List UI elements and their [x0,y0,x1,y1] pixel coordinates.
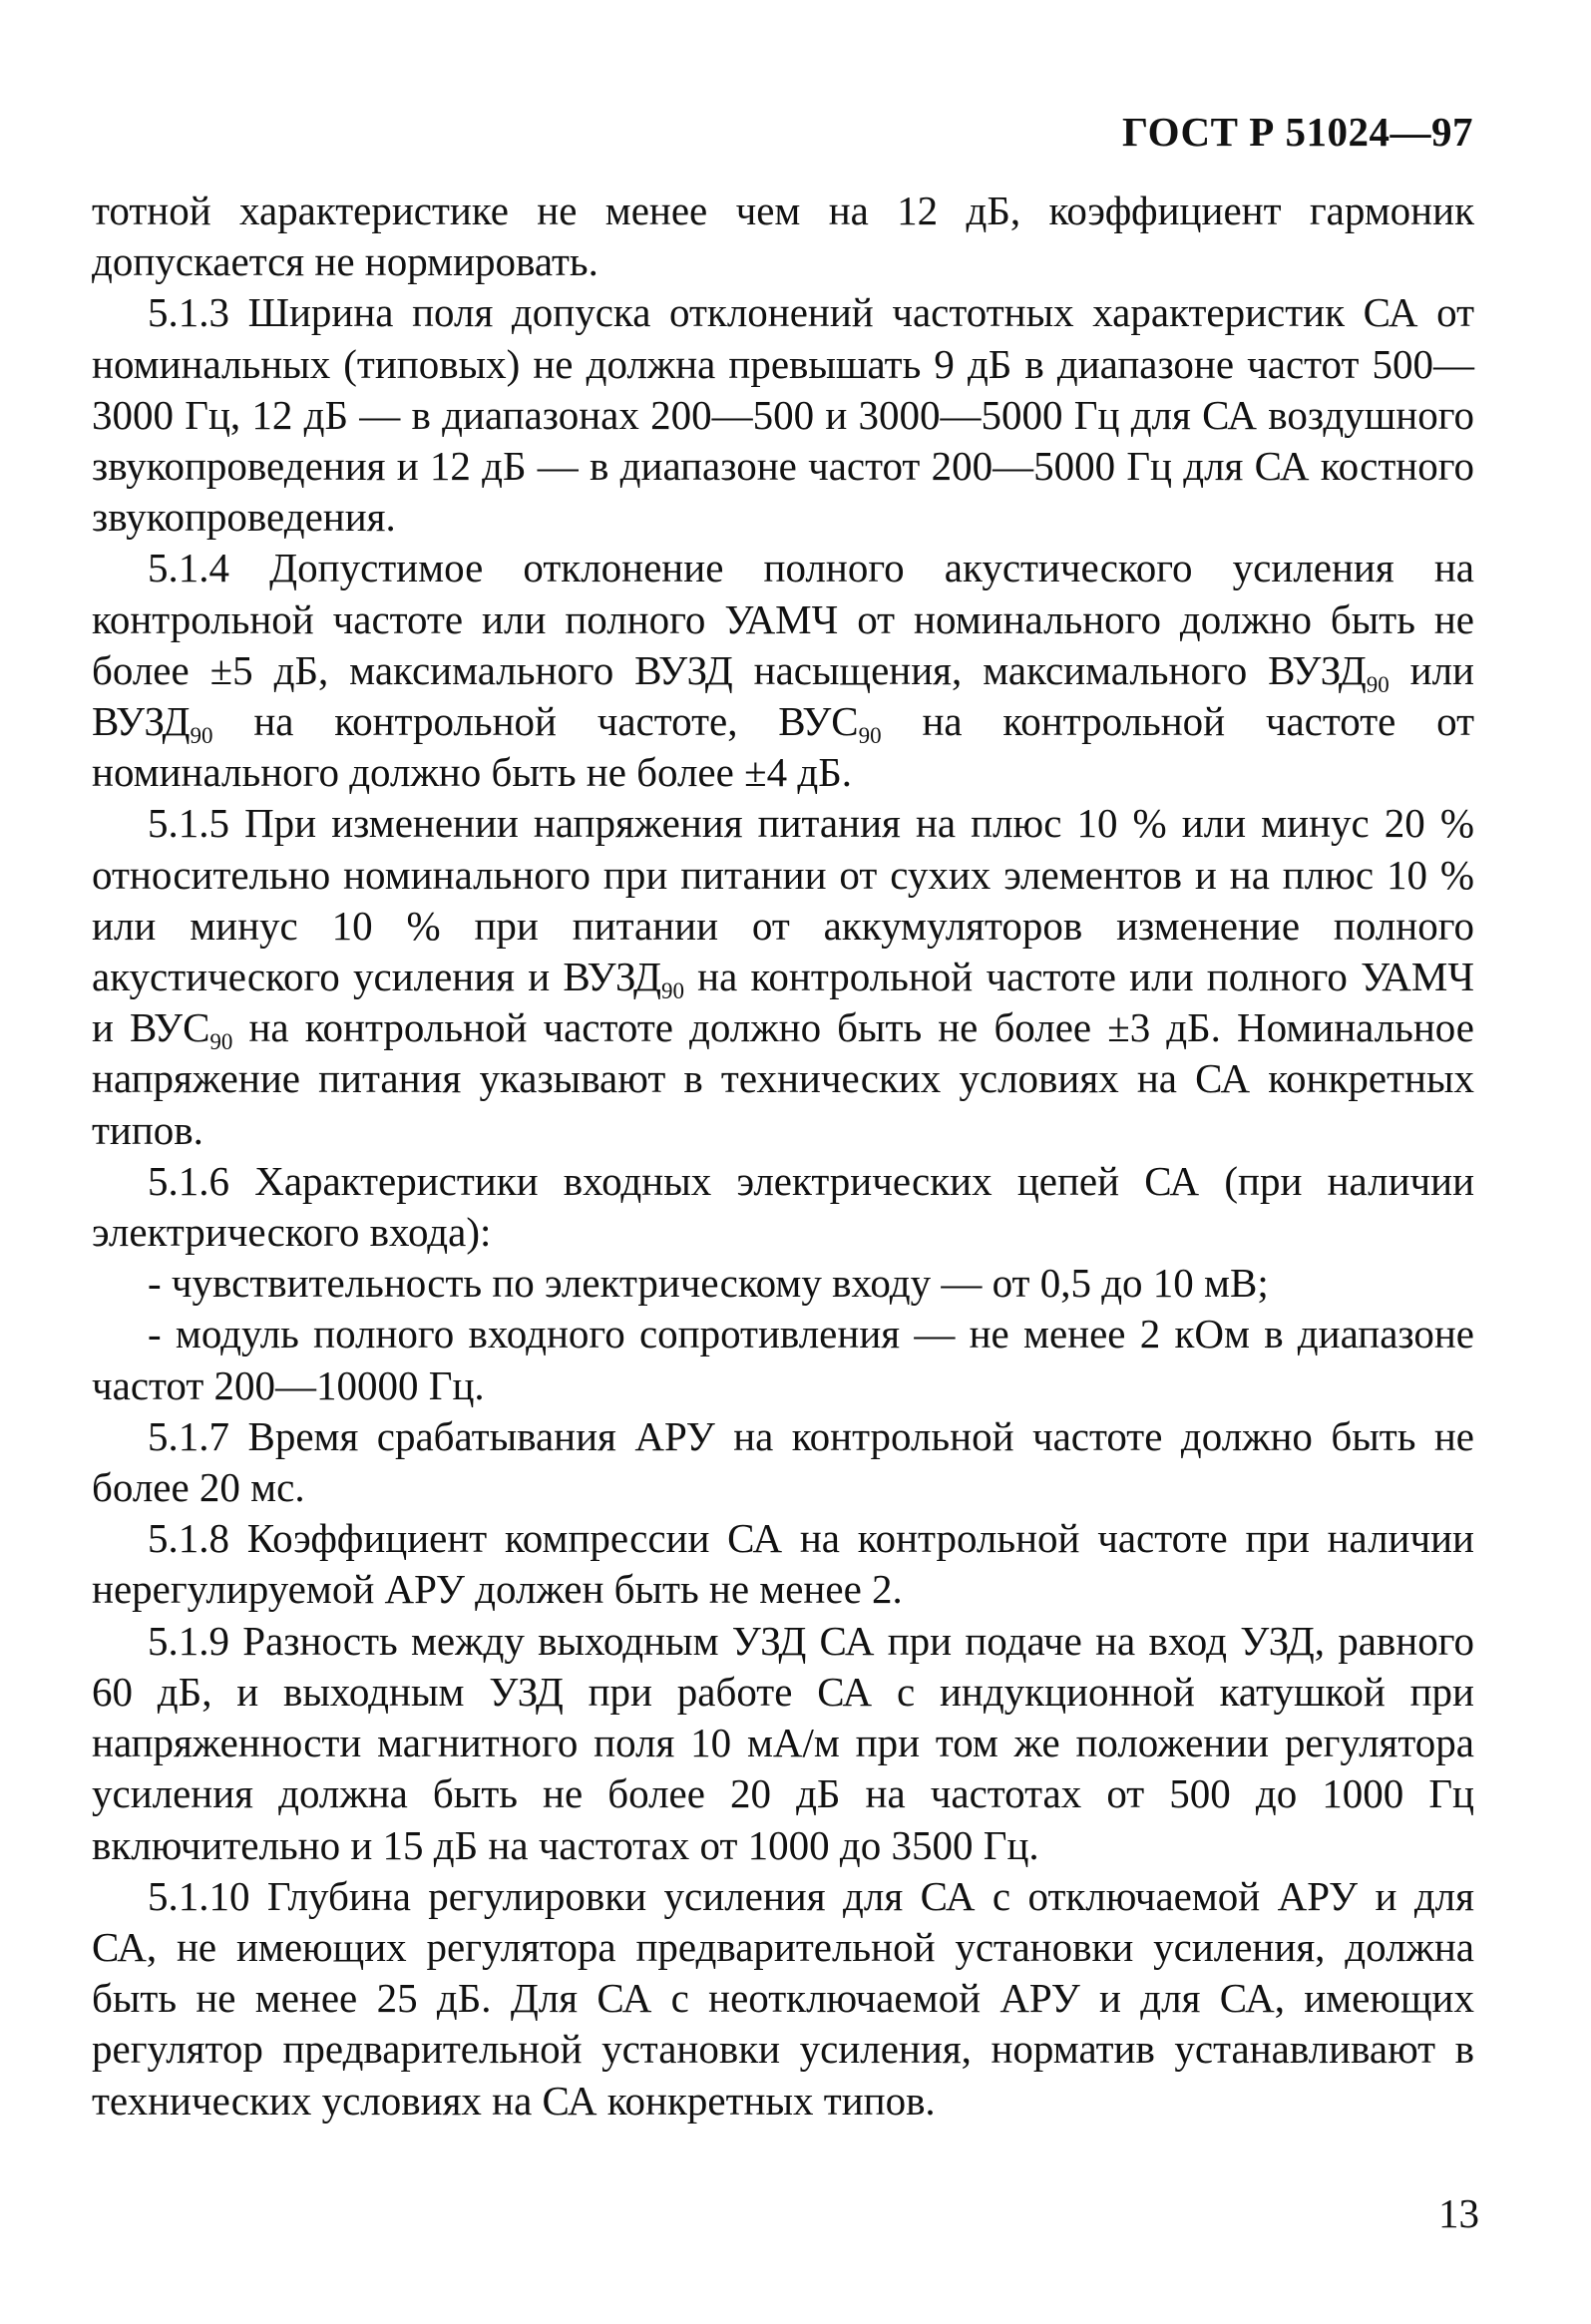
clause-number: 5.1.3 [148,289,248,336]
subscript: 90 [209,1029,233,1055]
paragraph-0: тотной характеристике не менее чем на 12 дБ, коэффициент гармоник допускается не нормировать. [92,188,1474,285]
clause-number: 5.1.9 [148,1617,243,1664]
clause-number: 5.1.6 [148,1157,255,1204]
clause-5-1-8: 5.1.8 Коэффициент компрессии СА на контрольной частоте при наличии нерегулируемой АРУ должен быть не менее 2. [92,1515,1474,1613]
document-header: ГОСТ Р 51024—97 [1122,109,1473,155]
page-number: 13 [1438,2190,1479,2236]
clause-5-1-10: 5.1.10 Глубина регулировки усиления для СА с отключаемой АРУ и для СА, не имеющих регулятора предварительной установки усиления, должна быть не менее 25 дБ. Для СА с неотключаемой АРУ и для СА, имеющих регулятор предварительной установки усиления, норматив устанавливают в технических условиях на СА конкретных типов. [92,1872,1474,2124]
paragraph-6: - модуль полного входного сопротивления — не менее 2 кОм в диапазоне частот 200—10000 Гц. [92,1311,1474,1408]
paragraph-5: - чувствительность по электрическому входу — от 0,5 до 10 мВ; [148,1260,1269,1307]
subscript: 90 [660,978,684,1004]
clause-number: 5.1.5 [148,800,245,847]
clause-5-1-3: 5.1.3 Ширина поля допуска отклонений частотных характеристик СА от номинальных (типовых) не должна превышать 9 дБ в диапазоне частот 500—3000 Гц, 12 дБ — в диапазонах 200—500 и 3000—5000 Гц для СА воздушного звукопроведения и 12 дБ — в диапазоне частот 200—5000 Гц для СА костного звукопроведения. [92,289,1474,541]
clause-5-1-6: 5.1.6 Характеристики входных электрических цепей СА (при наличии электрического входа): [92,1157,1475,1256]
clause-5-1-4: 5.1.4 Допустимое отклонение полного акустического усиления на контрольной частоте или полного УАМЧ от номинального должно быть не более ±5 дБ, максимального ВУЗД насыщения, максимального $ВУЗД_{90}$ или $ВУЗД_{90}$ на контрольной частоте, $ВУС_{90}$ на контрольной частоте от номинального должно быть не более ±4 дБ. [92,545,1475,796]
document-body [92,186,1474,2127]
clause-5-1-5: 5.1.5 При изменении напряжения питания на плюс 10 % или минус 20 % относительно номинального при питании от сухих элементов и на плюс 10 % или минус 10 % при питании от аккумуляторов изменение полного акустического усиления и $ВУЗД_{90}$ на контрольной частоте или полного УАМЧ и $ВУС_{90}$ на контрольной частоте должно быть не более ±3 дБ. Номинальное напряжение питания указывают в технических условиях на СА конкретных типов. [92,800,1475,1153]
clause-number: 5.1.10 [148,1872,267,1919]
subscript: 90 [1366,671,1390,697]
subscript: 90 [858,723,882,749]
clause-number: 5.1.4 [148,545,270,591]
clause-5-1-9: 5.1.9 Разность между выходным УЗД СА при подаче на вход УЗД, равного 60 дБ, и выходным УЗД при работе СА с индукционной катушкой при напряженности магнитного поля 10 мА/м при том же положении регулятора усиления должна быть не более 20 дБ на частотах от 500 до 1000 Гц включительно и 15 дБ на частотах от 1000 до 3500 Гц. [92,1617,1475,1868]
subscript: 90 [190,723,213,749]
clause-number: 5.1.7 [148,1412,248,1459]
clause-number: 5.1.8 [148,1515,247,1562]
clause-5-1-7: 5.1.7 Время срабатывания АРУ на контрольной частоте должно быть не более 20 мс. [92,1412,1475,1511]
